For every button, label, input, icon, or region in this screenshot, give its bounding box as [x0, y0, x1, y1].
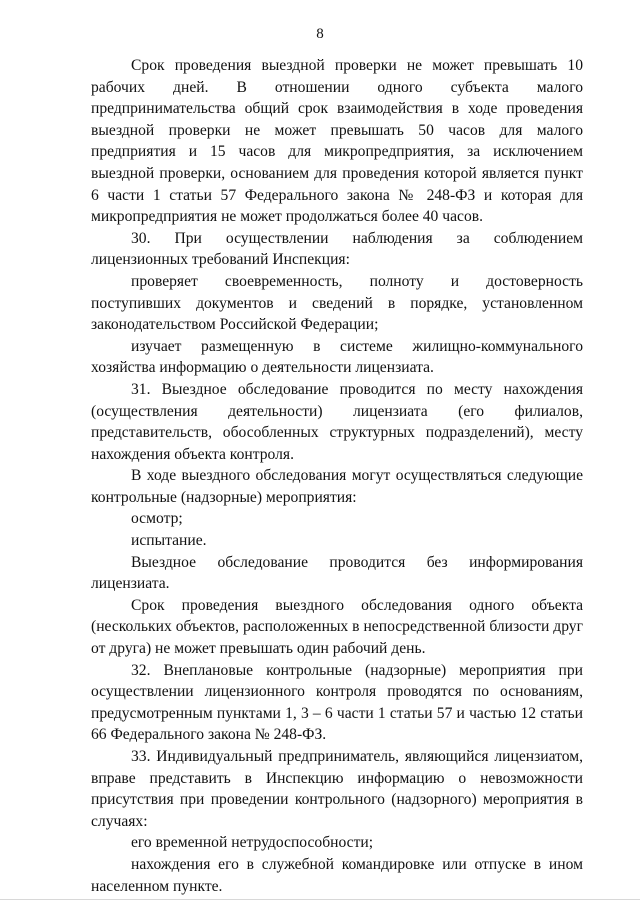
paragraph-inspection-duration: Срок проведения выездной проверки не может превышать 10 рабочих дней. В отношении одного субъекта малого предпринимательства общий срок взаимодействия в ходе проведения выездной проверки не может превышать 50 часов для малого предприятия и 15 часов для микропредприятия, за исключением выездной проверки, основанием для проведения которой является пункт 6 части 1 статьи 57 Федерального закона № 248-ФЗ и которая для микропредприятия не может продолжаться более 40 часов.	[91, 57, 583, 226]
document-body	[91, 55, 583, 897]
paragraph-30: 30. При осуществлении наблюдения за соблюдением лицензионных требований Инспекция:	[91, 229, 583, 269]
paragraph-32: 32. Внеплановые контрольные (надзорные) мероприятия при осуществлении лицензионного контроля проводятся по основаниям, предусмотренным пунктами 1, 3 – 6 части 1 статьи 57 и частью 12 статьи 66 Федерального закона № 248-ФЗ.	[91, 661, 583, 744]
paragraph-33: 33. Индивидуальный предприниматель, являющийся лицензиатом, вправе представить в Инспекцию информацию о невозможности присутствия при проведении контрольного (надзорного) мероприятия в случаях:	[91, 748, 583, 830]
page-number: 8	[316, 26, 324, 42]
paragraph-studies-info: изучает размещенную в системе жилищно-коммунального хозяйства информацию о деятельности лицензиата.	[91, 337, 583, 377]
paragraph-31: 31. Выездное обследование проводится по месту нахождения (осуществления деятельности) лицензиата (его филиалов, представительств, обособленных структурных подразделений), месту нахождения объекта контроля.	[91, 380, 583, 463]
page-bottom-edge	[0, 899, 640, 900]
list-item-business-trip: нахождения его в служебной командировке или отпуске в ином населенном пункте.	[91, 855, 583, 895]
list-item-inspection: осмотр;	[131, 510, 183, 528]
paragraph-activities-intro: В ходе выездного обследования могут осуществляться следующие контрольные (надзорные) мероприятия:	[91, 467, 583, 506]
list-item-testing: испытание.	[131, 532, 207, 550]
list-item-disability: его временной нетрудоспособности;	[131, 834, 374, 852]
paragraph-survey-duration: Срок проведения выездного обследования одного объекта (нескольких объектов, расположенных в непосредственной близости друг от друга) не может превышать один рабочий день.	[91, 596, 583, 658]
paragraph-checks-timeliness: проверяет своевременность, полноту и достоверность поступивших документов и сведений в порядке, установленном законодательством Российской Федерации;	[91, 272, 583, 334]
paragraph-no-notice: Выездное обследование проводится без информирования лицензиата.	[91, 553, 583, 593]
